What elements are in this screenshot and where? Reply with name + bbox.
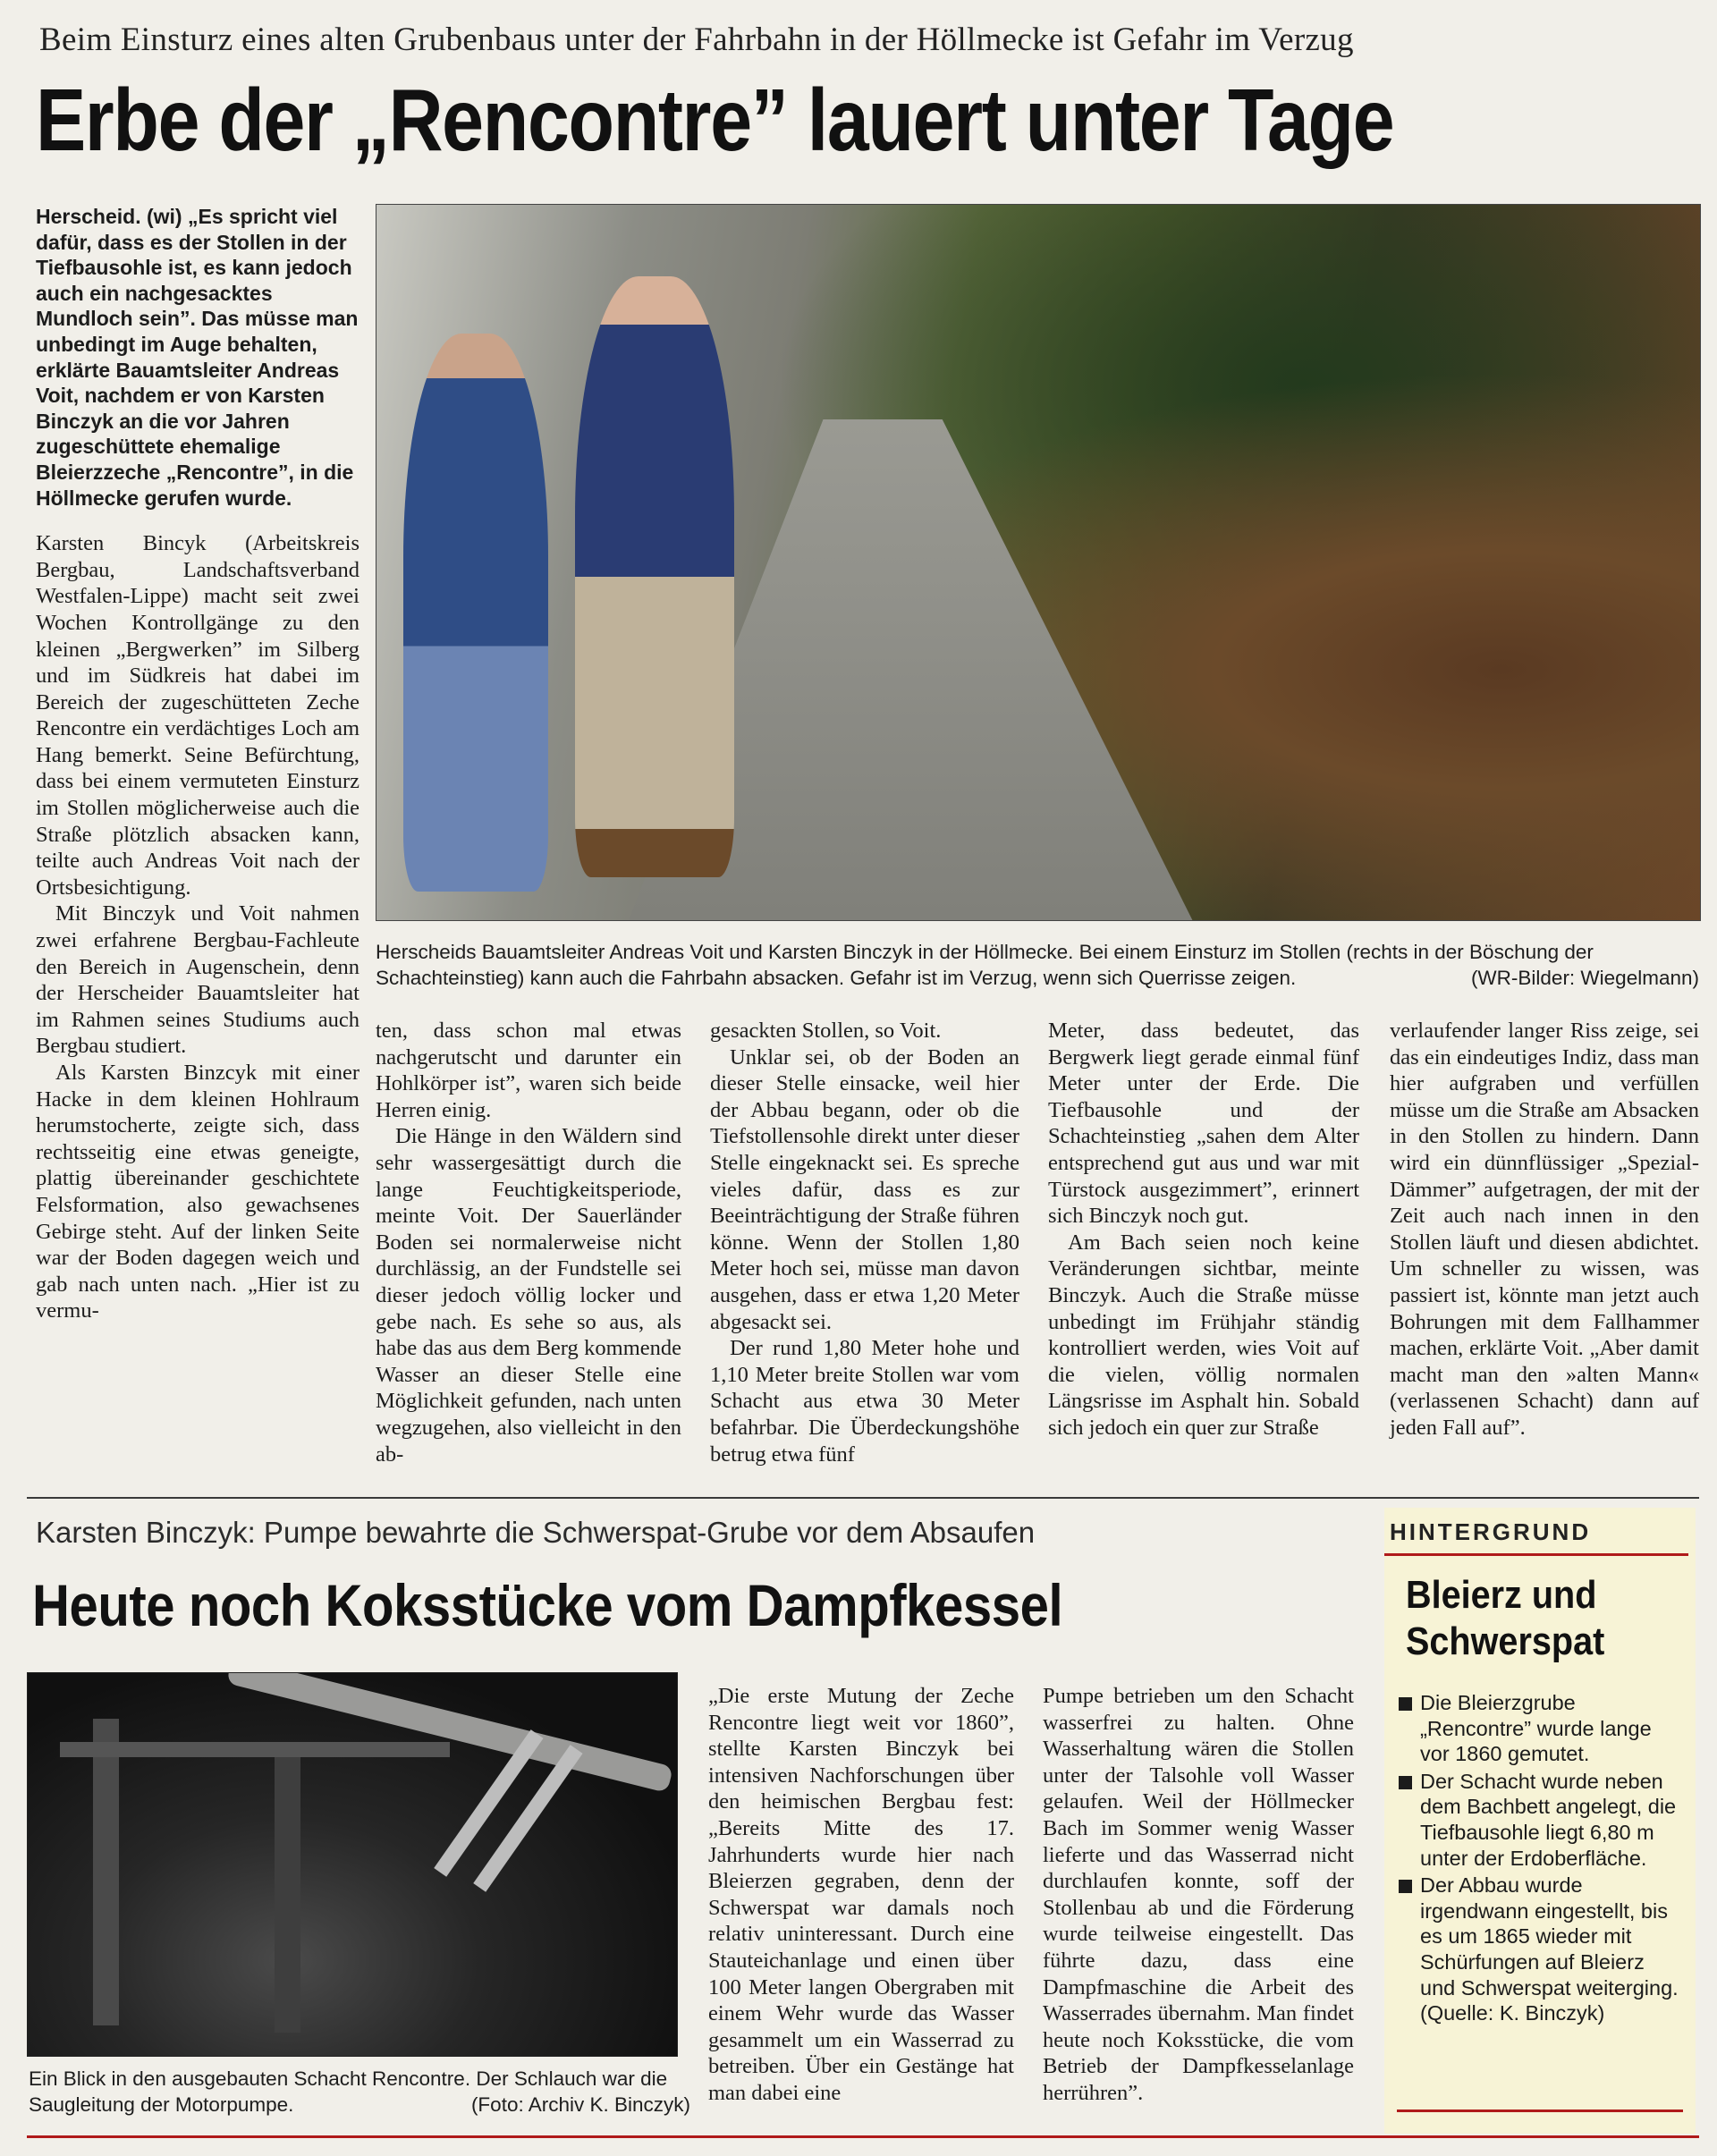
paragraph: verlaufender langer Riss zeige, sei das ein eindeutiges Indiz, dass man hier aufgraben und verfüllen müsse um die Straße am Absacken in den Stollen zu hindern. Dann wird ein dünnflüssiger „Spezial-Dämmer” aufgetragen, der mit der Zeit auch nach innen in den Stollen läuft und diesen abdichtet. Um schneller zu wissen, was passiert ist, könnte man jetzt auch Bohrungen mit dem Fallhammer machen, erklärte Voit. „Aber damit macht man den »alten Mann« (verlassenen Schacht) dann auf jeden Fall auf”.: [1390, 1019, 1699, 1440]
column-2-2: [1043, 1683, 1354, 2107]
lead-paragraph: Herscheid. (wi) „Es spricht viel dafür, dass es der Stollen in der Tiefbausohle ist, es kann jedoch auch ein nachgesacktes Mundloch sein”. Das müsse man unbedingt im Auge behalten, erklärte Bauamtsleiter Andreas Voit, nachdem er von Karsten Binczyk an die vor Jahren zugeschüttete ehemalige Bleierzzeche „Rencontre”, in die Höllmecke gerufen wurde.: [36, 205, 359, 510]
column-3: [710, 1018, 1019, 1467]
kicker-line-2: Karsten Binczyk: Pumpe bewahrte die Schwerspat-Grube vor dem Absaufen: [36, 1516, 1036, 1549]
photo-credit: (Foto: Archiv K. Binczyk): [470, 2093, 690, 2116]
main-photo: [376, 204, 1701, 921]
caption-text: Herscheids Bauamtsleiter Andreas Voit und Karsten Binczyk in der Höllmecke. Bei einem Einsturz im Stollen (rechts in der Böschung der Schachteinstieg) kann auch die Fahrbahn absacken. Gefahr ist im Verzug, wenn sich Querrisse zeigen.: [376, 941, 1594, 989]
kicker-line: Beim Einsturz eines alten Grubenbaus unter der Fahrbahn in der Höllmecke ist Gefahr im Verzug: [39, 21, 1354, 58]
timber-beam: [93, 1719, 119, 2025]
photo-caption: [376, 939, 1699, 991]
article-divider: [27, 1497, 1699, 1499]
paragraph: ten, dass schon mal etwas nachgerutscht und darunter ein Hohlkörper ist”, waren sich beide Herren einig.: [376, 1019, 681, 1122]
shaft-photo: [27, 1672, 678, 2057]
paragraph: gesackten Stollen, so Voit.: [710, 1019, 942, 1043]
paragraph: Am Bach seien noch keine Veränderungen sichtbar, meinte Binczyk. Auch die Straße müsse unbedingt im Frühjahr ständig kontrolliert werden, wies Voit auf die vielen, völlig normalen Längsrisse im Asphalt hin. Sobald sich jedoch ein quer zur Straße: [1048, 1230, 1359, 1440]
headline-2: Heute noch Koksstücke vom Dampfkessel: [32, 1572, 1063, 1638]
box-title: Bleierz und Schwerspat: [1406, 1573, 1605, 1663]
paragraph: Karsten Bincyk (Arbeitskreis Bergbau, Landschaftsverband Westfalen-Lippe) macht seit zwei Wochen Kontrollgänge zu den kleinen „Bergwerken” im Silberg und im Südkreis hat dabei im Bereich der zugeschütteten Zeche Rencontre ein verdächtiges Loch am Hang bemerkt. Seine Befürchtung, dass bei einem vermuteten Einsturz im Stollen möglicherweise auch die Straße plötzlich absacken kann, teilte auch Andreas Voit nach der Ortsbesichtigung.: [36, 531, 359, 900]
column-1: [36, 204, 359, 1324]
photo-caption-2: [29, 2066, 690, 2118]
paragraph: Meter, dass bedeutet, das Bergwerk liegt gerade einmal fünf Meter unter der Erde. Die Tiefbausohle und der Schachteinstieg „sahen dem Alter entsprechend gut aus und war mit Türstock ausgezimmert”, erinnert sich Binczyk noch gut.: [1048, 1019, 1359, 1229]
column-4: [1048, 1018, 1359, 1442]
paragraph: Als Karsten Binzcyk mit einer Hacke in dem kleinen Hohlraum herumstocherte, zeigte sich, dass rechtsseitig eine etwas geneigte, plattig übereinander geschichtete Felsformation, also gewachsenes Gebirge steht. Auf der linken Seite war der Boden dagegen weich und gab nach unten nach. „Hier ist zu vermu-: [36, 1061, 359, 1323]
timber-beam: [60, 1742, 450, 1757]
list-item: Der Schacht wurde neben dem Bachbett angelegt, die Tiefbausohle liegt 6,80 m unter der Erdoberfläche.: [1397, 1769, 1685, 1871]
list-item: Der Abbau wurde irgendwann eingestellt, bis es um 1865 wieder mit Schürfungen auf Bleierz und Schwerspat weiterging. (Quelle: K. Binczyk): [1397, 1873, 1685, 2026]
bottom-rule: [27, 2135, 1699, 2138]
list-item: Die Bleierzgrube „Rencontre” wurde lange vor 1860 gemutet.: [1397, 1690, 1685, 1767]
headline: Erbe der „Rencontre” lauert unter Tage: [36, 71, 1394, 169]
person-figure: [575, 276, 734, 877]
box-list: [1397, 1690, 1685, 2026]
background-box: [1384, 1508, 1696, 2134]
paragraph: Die Hänge in den Wäldern sind sehr wassergesättigt durch die lange Feuchtigkeitsperiode, meinte Voit. Der Sauerländer Boden sei normalerweise nicht durchlässig, an der Fundstelle sei dieser jedoch völlig locker und gebe nach. Es sehe so aus, als habe das aus dem Berg kommende Wasser an dieser Stelle eine Möglichkeit gefunden, nach unten wegzugehen, also vielleicht in den ab-: [376, 1124, 681, 1467]
ladder-shape: [473, 1745, 582, 1891]
timber-beam: [275, 1757, 300, 2033]
paragraph: Der rund 1,80 Meter hohe und 1,10 Meter breite Stollen war vom Schacht aus etwa 30 Meter befahrbar. Die Überdeckungshöhe betrug etwa fünf: [710, 1336, 1019, 1467]
paragraph: Unklar sei, ob der Boden an dieser Stelle einsacke, weil hier der Abbau begann, oder ob die Tiefstollensohle direkt unter dieser Stelle eingeknackt sei. Es spreche vieles dafür, dass es zur Beeinträchtigung der Straße führen könne. Wenn der Stollen 1,80 Meter hoch sei, müsse man davon ausgehen, dass er etwa 1,20 Meter abgesackt sei.: [710, 1044, 1019, 1334]
ladder-shape: [434, 1729, 543, 1876]
red-rule: [1397, 2109, 1683, 2112]
photo-credit: (WR-Bilder: Wiegelmann): [1470, 967, 1699, 989]
red-rule: [1384, 1553, 1688, 1556]
caption-text: Ein Blick in den ausgebauten Schacht Rencontre. Der Schlauch war die Saugleitung der Motorpumpe.: [29, 2067, 668, 2116]
person-figure: [403, 334, 549, 892]
column-2: [376, 1018, 681, 1467]
paragraph: Pumpe betrieben um den Schacht wasserfrei zu halten. Ohne Wasserhaltung wären die Stollen unter der Talsohle voll Wasser gelaufen. Weil der Höllmecker Bach im Sommer wenig Wasser lieferte und das Wasserrad nicht durchlaufen konnte, soff der Stollenbau ab und die Förderung wurde teilweise eingestellt. Das führte dazu, dass eine Dampfmaschine die Arbeit des Wasserrades übernahm. Man findet heute noch Koksstücke, die vom Betrieb der Dampfkesselanlage herrühren”.: [1043, 1684, 1354, 2105]
paragraph: Mit Binczyk und Voit nahmen zwei erfahrene Bergbau-Fachleute den Bereich in Augenschein, denn der Herscheider Bauamtsleiter hat im Rahmen seines Studiums auch Bergbau studiert.: [36, 901, 359, 1059]
paragraph: „Die erste Mutung der Zeche Rencontre liegt weit vor 1860”, stellte Karsten Binczyk bei intensiven Nachforschungen über den heimischen Bergbau fest: „Bereits Mitte des 17. Jahrhunderts wurde hier nach Bleierzen gegraben, denn der Schwerspat war damals noch relativ uninteressant. Durch eine Stauteichanlage und einen über 100 Meter langen Obergraben mit einem Wehr wurde das Wasser gesammelt um ein Wasserrad zu betreiben. Über ein Gestänge hat man dabei eine: [708, 1684, 1014, 2105]
box-tag: HINTERGRUND: [1390, 1518, 1592, 1545]
column-5: [1390, 1018, 1699, 1442]
column-2-1: [708, 1683, 1014, 2107]
